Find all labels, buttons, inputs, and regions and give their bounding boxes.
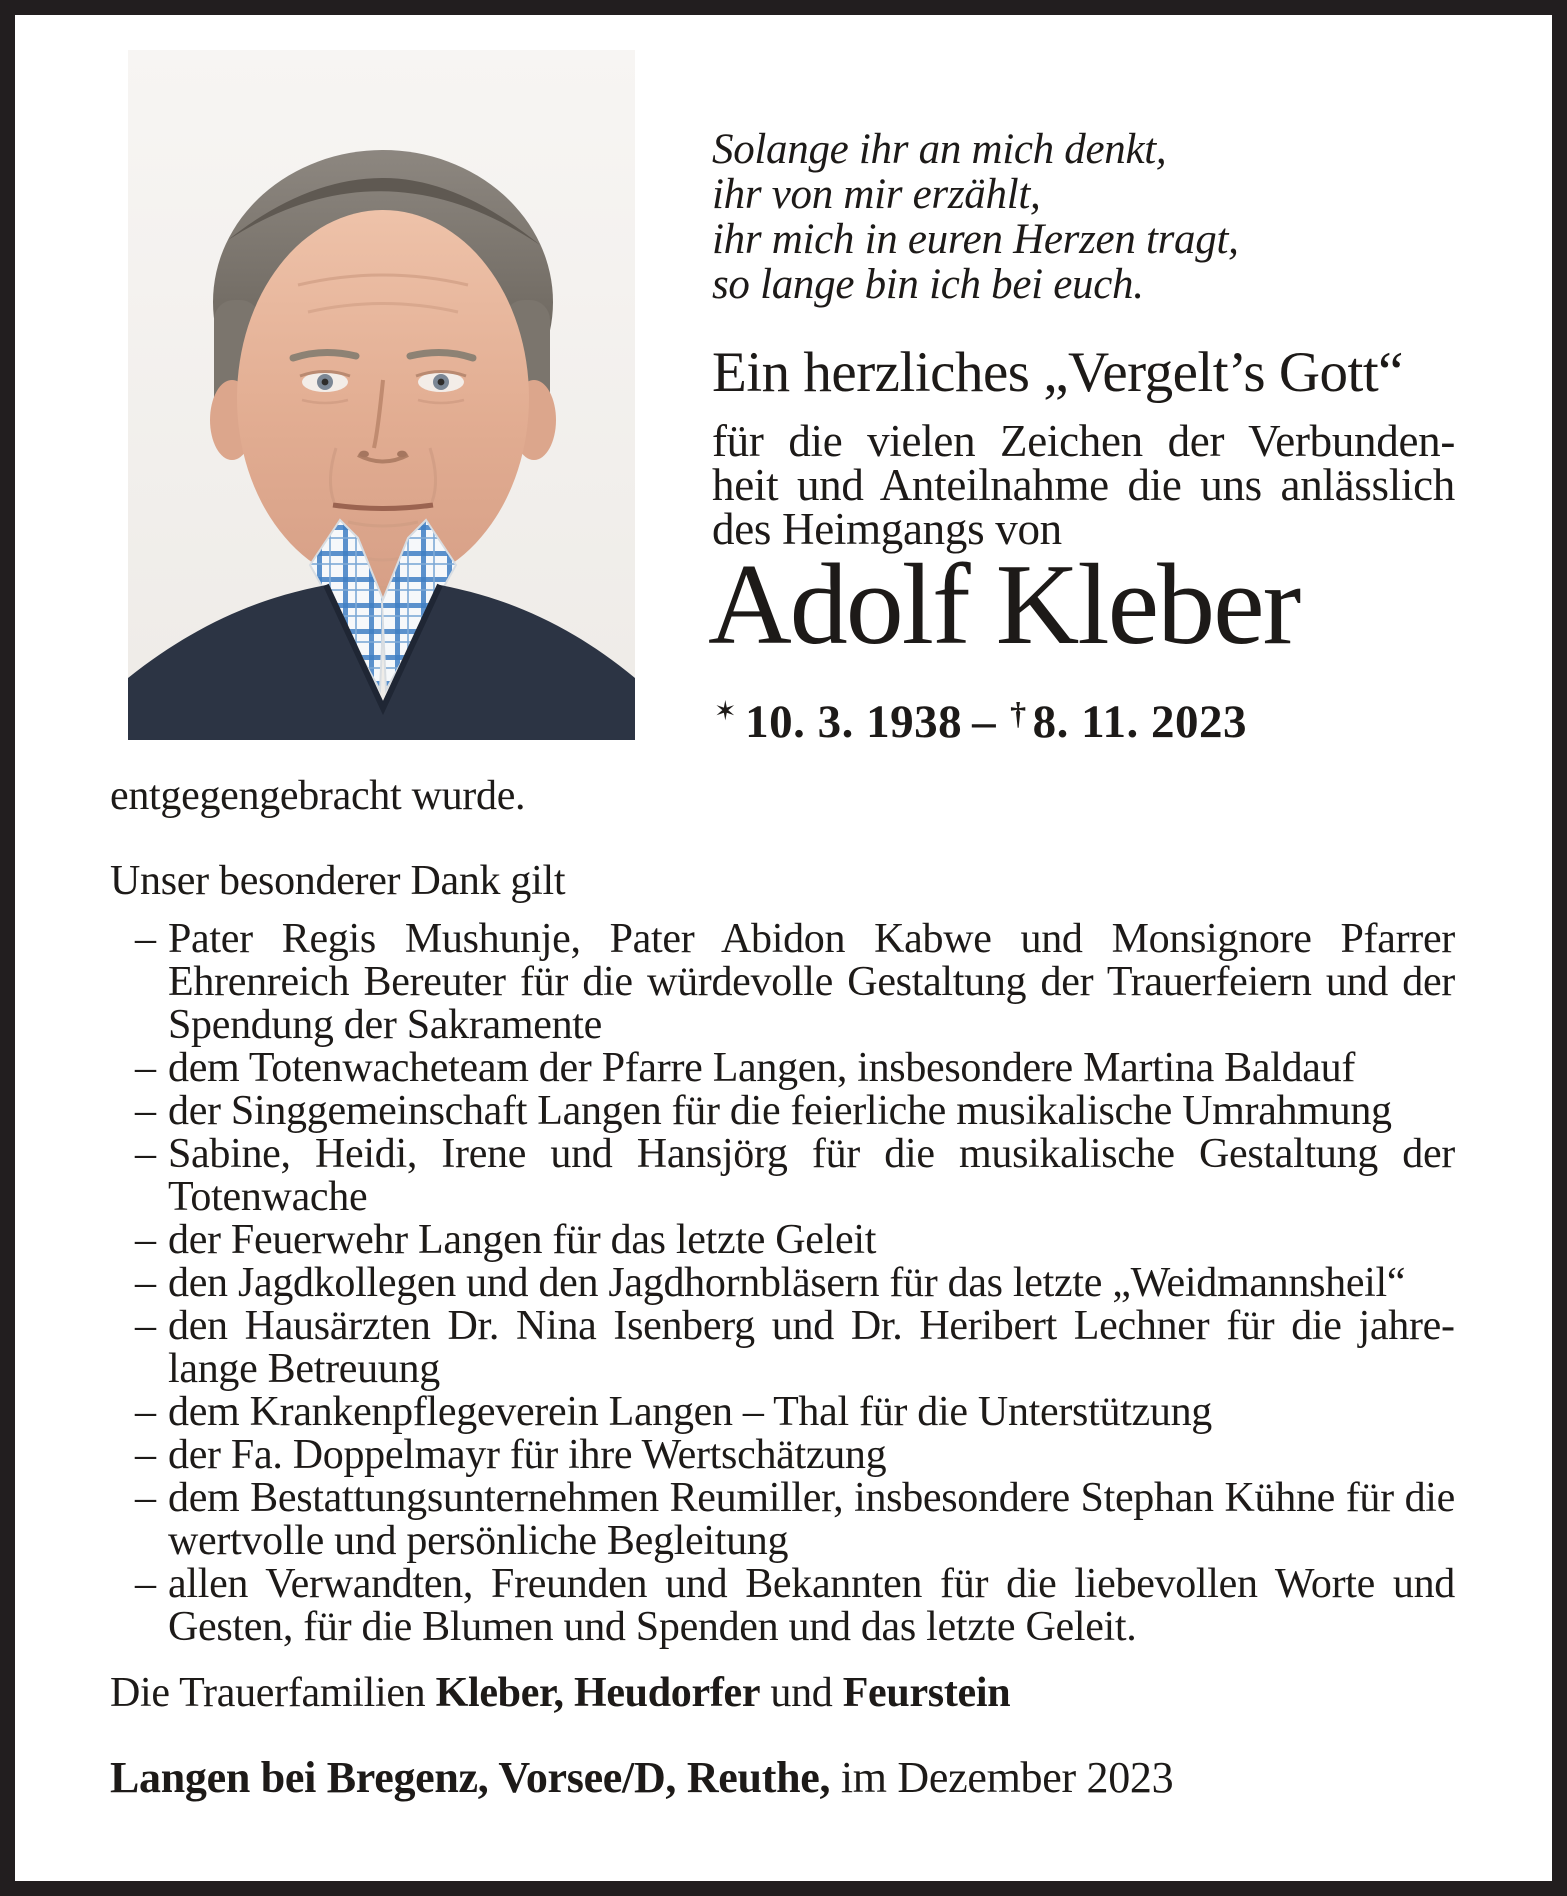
portrait-photo: [128, 50, 635, 740]
thanks-list-item: [110, 1133, 1455, 1219]
list-dash: –: [135, 1561, 156, 1607]
thanks-list-item-text: Pater Regis Mushunje, Pater Abidon Kabwe und Monsignore Pfarrer Ehrenreich Bereuter für die würdevolle Gestaltung der Trauerfeiern und der Spendung der Sakramente: [168, 916, 1455, 1048]
poem-line: ihr von mir erzählt,: [712, 171, 1041, 218]
thanks-list-item-text: allen Verwandten, Freunden und Bekannten für die liebevollen Worte und Gesten, für die Blumen und Spenden und das letzte Geleit.: [168, 1561, 1455, 1650]
intro-line: für die vielen Zeichen der Verbunden-: [712, 416, 1455, 466]
thanks-list-item-text: der Singgemeinschaft Langen für die feierliche musikalische Umrahmung: [168, 1088, 1392, 1134]
thanks-list-item-text: dem Krankenpflegeverein Langen – Thal für die Unterstützung: [168, 1389, 1212, 1435]
closing-date: im Dezember 2023: [830, 1753, 1174, 1802]
death-date: 8. 11. 2023: [1032, 696, 1248, 748]
face: [237, 210, 529, 586]
list-dash: –: [135, 1432, 156, 1478]
thanks-list-item: [110, 1391, 1455, 1434]
list-dash: –: [135, 1303, 156, 1349]
intro-line: heit und Anteilnahme die uns anlässlich: [712, 460, 1455, 510]
thanks-list-item: [110, 1434, 1455, 1477]
families-connector: und: [760, 1670, 843, 1716]
birth-date: 10. 3. 1938: [745, 696, 963, 748]
deceased-name: Adolf Kleber: [708, 541, 1300, 669]
closing-line: [110, 1753, 1455, 1802]
thanks-list-item: [110, 1047, 1455, 1090]
thanks-list-item-text: dem Bestattungsunternehmen Reumiller, insbesondere Stephan Kühne für die wertvolle und persönliche Begleitung: [168, 1475, 1455, 1564]
intro-line: des Heimgangs von: [712, 504, 1062, 554]
poem-line: ihr mich in euren Herzen tragt,: [712, 216, 1239, 263]
thanks-list: [110, 918, 1455, 1649]
list-dash: –: [135, 916, 156, 962]
thanks-list-item-text: der Feuerwehr Langen für das letzte Geleit: [168, 1217, 877, 1263]
family-names-bold: Kleber, Heudorfer: [435, 1670, 761, 1716]
thanks-list-item-text: den Jagdkollegen und den Jagdhornbläsern für das letzte „Weidmannsheil“: [168, 1260, 1406, 1306]
dagger-icon: †: [1010, 695, 1027, 731]
life-dates: [714, 687, 1457, 747]
thanks-list-item-text: den Hausärzten Dr. Nina Isenberg und Dr. Heribert Lechner für die jahrelange Betreuung: [168, 1303, 1455, 1392]
dates-separator: –: [972, 696, 997, 748]
headline: Ein herzliches „Vergelt’s Gott“: [712, 341, 1403, 404]
poem-line: Solange ihr an mich denkt,: [712, 126, 1167, 173]
thanks-list-item: [110, 1090, 1455, 1133]
families-prefix: Die Trauerfamilien: [110, 1670, 436, 1716]
thanks-list-item-text: dem Totenwacheteam der Pfarre Langen, insbesondere Martina Baldauf: [168, 1045, 1356, 1091]
notice-sheet: [15, 15, 1552, 1881]
thanks-heading: Unser besonderer Dank gilt: [110, 858, 566, 904]
list-dash: –: [135, 1088, 156, 1134]
list-dash: –: [135, 1260, 156, 1306]
poem-line: so lange bin ich bei euch.: [712, 261, 1144, 308]
thanks-list-item: [110, 1262, 1455, 1305]
birth-star-icon: ✶: [714, 696, 738, 727]
thanks-list-item-text: Sabine, Heidi, Irene und Hansjörg für die musikalische Gestaltung der Totenwache: [168, 1131, 1455, 1220]
thanks-list-item: [110, 1219, 1455, 1262]
list-dash: –: [135, 1045, 156, 1091]
memorial-poem: [712, 127, 1455, 307]
list-dash: –: [135, 1389, 156, 1435]
list-dash: –: [135, 1131, 156, 1177]
thanks-list-item: [110, 1477, 1455, 1563]
closing-places: Langen bei Bregenz, Vorsee/D, Reuthe,: [110, 1753, 831, 1802]
families-line: [110, 1672, 1455, 1715]
thanks-list-item: [110, 918, 1455, 1047]
thanks-list-item-text: der Fa. Doppelmayr für ihre Wertschätzung: [168, 1432, 887, 1478]
continuation-text: entgegengebracht wurde.: [110, 773, 526, 819]
thanks-list-item: [110, 1563, 1455, 1649]
list-dash: –: [135, 1475, 156, 1521]
family-name-bold: Feurstein: [842, 1670, 1011, 1716]
thanks-list-item: [110, 1305, 1455, 1391]
portrait-illustration: [128, 50, 635, 740]
intro-paragraph: [712, 416, 1455, 554]
list-dash: –: [135, 1217, 156, 1263]
